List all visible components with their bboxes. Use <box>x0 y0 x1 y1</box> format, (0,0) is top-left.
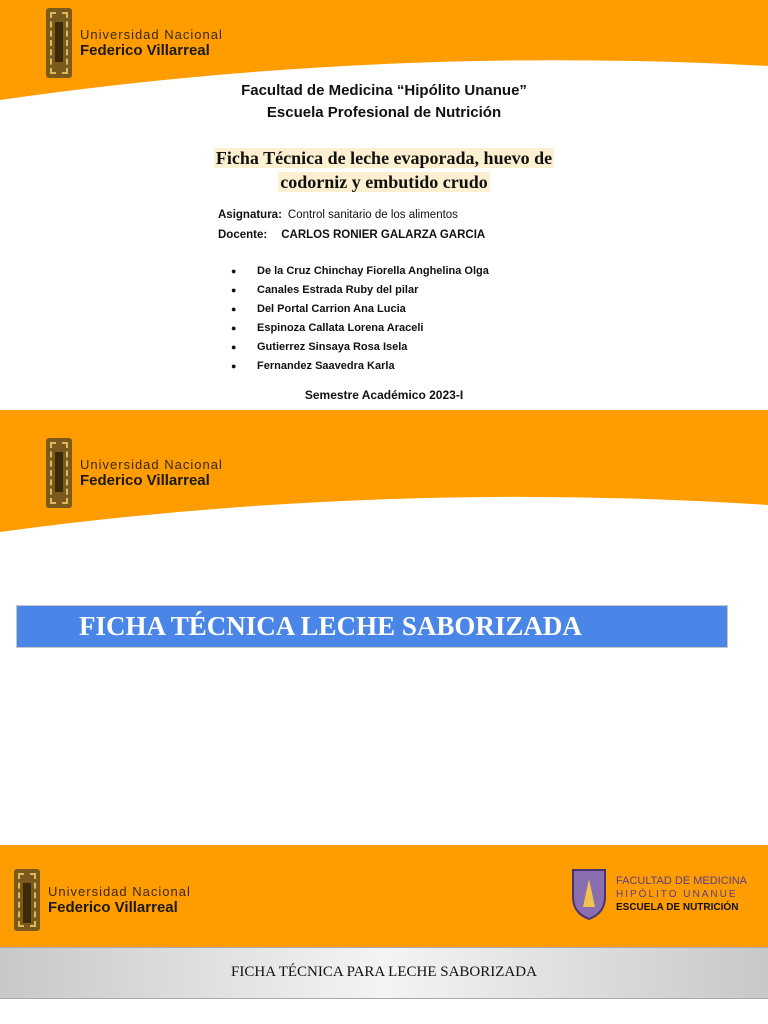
list-item: ● Fernandez Saavedra Karla <box>231 357 489 376</box>
faculty-logo-line1: FACULTAD DE MEDICINA <box>616 874 747 887</box>
title-line1: Ficha Técnica de leche evaporada, huevo de <box>215 148 553 168</box>
subject-row <box>218 209 458 221</box>
faculty-name: Facultad de Medicina “Hipólito Unanue” <box>241 82 527 99</box>
university-logo <box>46 438 223 508</box>
section-header-title: FICHA TÉCNICA PARA LECHE SABORIZADA <box>231 964 537 980</box>
university-seal-icon <box>46 8 72 78</box>
logo-line2: Federico Villarreal <box>80 42 210 59</box>
section-banner <box>16 605 728 648</box>
list-item: ● Espinoza Callata Lorena Araceli <box>231 319 489 338</box>
teacher-label: Docente: <box>218 229 268 241</box>
student-list <box>231 262 489 376</box>
logo-line1: Universidad Nacional <box>80 27 223 42</box>
university-logo <box>46 8 223 78</box>
subject-value: Control sanitario de los alimentos <box>287 209 458 221</box>
logo-line1: Universidad Nacional <box>48 884 191 899</box>
section-banner-title: FICHA TÉCNICA LECHE SABORIZADA <box>79 611 582 641</box>
teacher-value: CARLOS RONIER GALARZA GARCIA <box>281 229 486 241</box>
detail-page <box>0 845 768 1024</box>
faculty-logo <box>570 867 747 921</box>
section-page <box>0 410 768 840</box>
list-item: ● Canales Estrada Ruby del pilar <box>231 281 489 300</box>
cover-page <box>0 0 768 410</box>
teacher-row <box>218 229 485 241</box>
list-item: ● Del Portal Carrion Ana Lucia <box>231 300 489 319</box>
faculty-shield-icon <box>570 867 608 921</box>
university-seal-icon <box>46 438 72 508</box>
logo-line2: Federico Villarreal <box>48 899 178 916</box>
faculty-logo-line2: HIPÓLITO UNANUE <box>616 888 738 900</box>
semester-label: Semestre Académico 2023-I <box>304 388 464 402</box>
faculty-logo-line3: ESCUELA DE NUTRICIÓN <box>616 901 739 913</box>
section-header-bar <box>0 947 768 999</box>
list-item: ● Gutierrez Sinsaya Rosa Isela <box>231 338 489 357</box>
logo-line2: Federico Villarreal <box>80 472 210 489</box>
subject-label: Asignatura: <box>218 209 282 221</box>
document-title <box>0 146 768 194</box>
university-seal-icon <box>14 869 40 931</box>
list-item: ● De la Cruz Chinchay Fiorella Anghelina Olga <box>231 262 489 281</box>
title-line2: codorniz y embutido crudo <box>280 172 488 192</box>
logo-line1: Universidad Nacional <box>80 457 223 472</box>
school-name: Escuela Profesional de Nutrición <box>266 104 502 121</box>
faculty-heading <box>0 80 768 124</box>
university-logo <box>14 869 191 931</box>
